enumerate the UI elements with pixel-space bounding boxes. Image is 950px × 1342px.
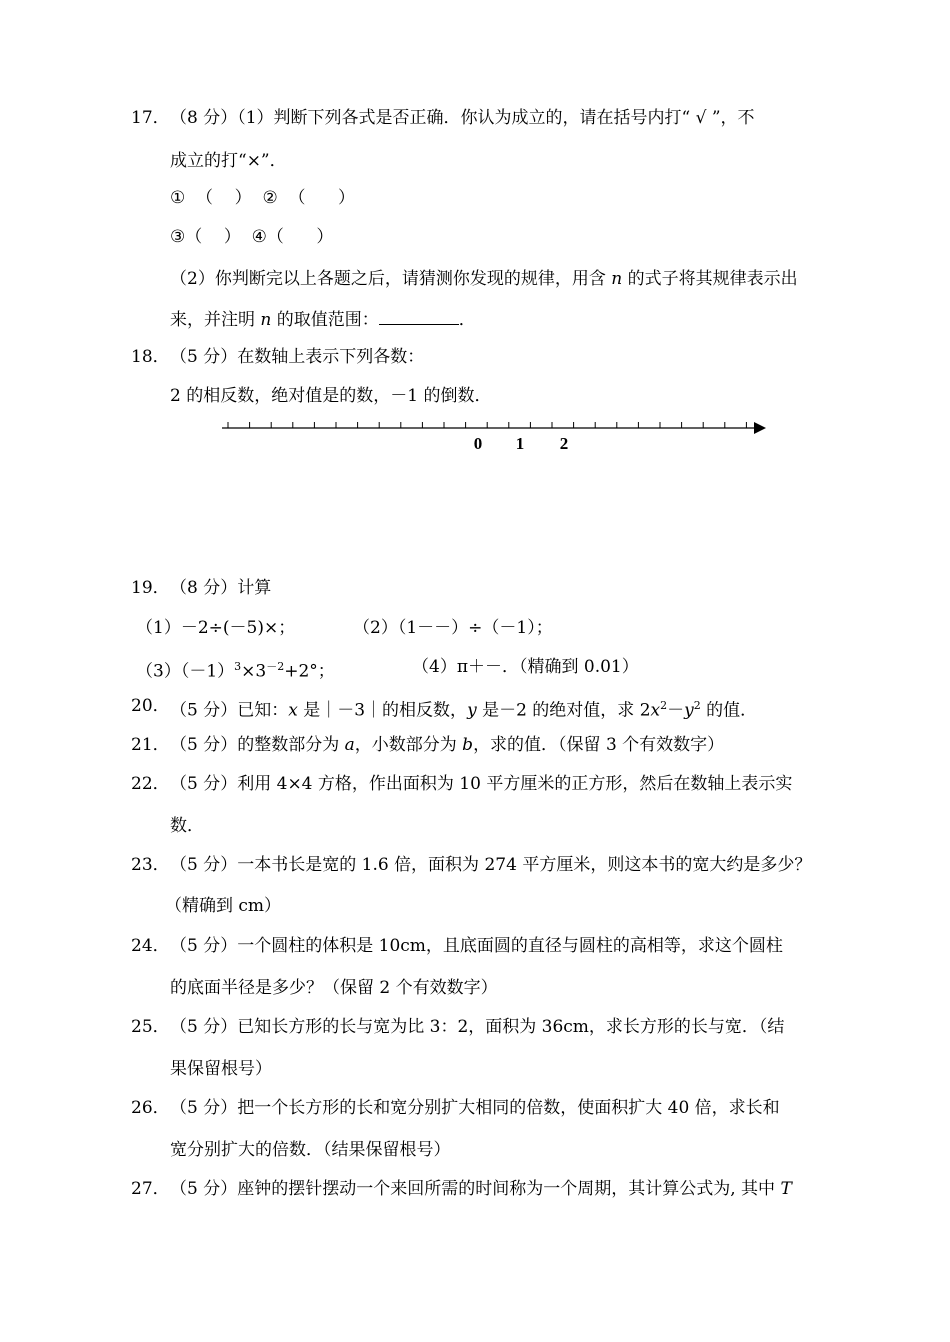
answer-brackets-row: ③（ ） ④（ ） — [170, 227, 334, 247]
question-text: 果保留根号） — [170, 1059, 272, 1079]
question-text — [170, 734, 724, 756]
question-number: 25． — [131, 1017, 170, 1037]
question-text: （5 分）在数轴上表示下列各数： — [170, 347, 425, 367]
superscript: 2 — [660, 699, 668, 712]
question-text: （精确到 cm） — [165, 896, 282, 916]
question-text: 的底面半径是多少？（保留 2 个有效数字） — [170, 978, 498, 998]
text-fragment: ，小数部分为 — [354, 735, 463, 755]
sub-question-3 — [136, 656, 335, 683]
question-number: 21． — [131, 735, 170, 755]
question-number: 17． — [131, 108, 170, 128]
question-text — [170, 695, 757, 722]
text-fragment: ×3 — [241, 661, 267, 682]
question-number: 27． — [131, 1179, 170, 1199]
answer-brackets-row: ① （ ） ② （ ） — [170, 188, 355, 208]
variable-y: y — [467, 700, 477, 721]
text-fragment: ． — [458, 310, 476, 330]
text-fragment: +2°； — [284, 661, 335, 682]
question-text: 宽分别扩大的倍数．（结果保留根号） — [170, 1140, 451, 1160]
sub-question-2: （2）（1－－）÷（－1）； — [353, 618, 553, 638]
question-number: 18． — [131, 347, 170, 367]
variable-x: x — [650, 700, 661, 721]
variable-b: b — [462, 735, 474, 755]
text-fragment: 的值． — [700, 700, 758, 721]
text-fragment: （5 分）已知： — [170, 700, 289, 721]
variable-T: T — [780, 1179, 792, 1199]
question-text: 2 的相反数，绝对值是的数，－1 的倒数． — [170, 386, 492, 406]
question-text: （5 分）一本书长是宽的 1.6 倍，面积为 274 平方厘米，则这本书的宽大约是多少？ — [170, 855, 812, 875]
question-number: 19． — [131, 578, 170, 598]
tick-label-0: 0 — [473, 434, 483, 453]
variable-x: x — [288, 700, 298, 721]
superscript: 2 — [693, 699, 701, 712]
text-fragment: 来，并注明 — [170, 310, 261, 330]
tick-label-1: 1 — [515, 434, 525, 453]
variable-a: a — [344, 735, 355, 755]
question-text: 成立的打“×”． — [170, 151, 287, 171]
question-number: 22． — [131, 774, 170, 794]
question-text: （8 分）计算 — [170, 578, 272, 598]
text-fragment: （5 分）的整数部分为 — [170, 735, 345, 755]
text-fragment: 是－2 的绝对值，求 2 — [476, 700, 651, 721]
sub-question-1: （1）－2÷(－5)×； — [136, 618, 296, 638]
sub-question-4: （4）π＋－．（精确到 0.01） — [412, 657, 639, 677]
text-fragment: 的取值范围： — [271, 310, 379, 330]
text-fragment: （2）你判断完以上各题之后，请猜测你发现的规律，用含 — [170, 269, 612, 289]
question-text — [170, 1178, 792, 1200]
question-text: （5 分）已知长方形的长与宽为比 3：2，面积为 36cm，求长方形的长与宽．（结 — [170, 1017, 785, 1037]
question-text: （8 分）（1）判断下列各式是否正确．你认为成立的，请在括号内打“ √ ”，不 — [170, 108, 755, 128]
number-line — [0, 0, 950, 470]
superscript: 3 — [234, 660, 242, 673]
question-number: 26． — [131, 1098, 170, 1118]
text-fragment: － — [667, 700, 685, 721]
question-number: 24． — [131, 936, 170, 956]
variable-y: y — [684, 700, 694, 721]
text-fragment: 的式子将其规律表示出 — [622, 269, 798, 289]
text-fragment: ，求的值．（保留 3 个有效数字） — [473, 735, 725, 755]
tick-marks — [228, 422, 746, 428]
tick-label-2: 2 — [559, 434, 569, 453]
text-fragment: （3）（－1） — [136, 661, 235, 682]
question-number: 20． — [131, 696, 170, 716]
question-number: 23． — [131, 855, 170, 875]
question-text: （5 分）一个圆柱的体积是 10cm，且底面圆的直径与圆柱的高相等，求这个圆柱 — [170, 936, 783, 956]
text-fragment: 是｜－3｜的相反数， — [297, 700, 468, 721]
variable-n: n — [611, 269, 623, 289]
arrow-head-icon — [754, 422, 766, 434]
question-text: （5 分）把一个长方形的长和宽分别扩大相同的倍数，使面积扩大 40 倍，求长和 — [170, 1098, 780, 1118]
superscript: －2 — [266, 660, 285, 673]
text-fragment: （5 分）座钟的摆针摆动一个来回所需的时间称为一个周期，其计算公式为, 其中 — [170, 1179, 781, 1199]
question-text: 数． — [170, 816, 204, 836]
variable-n: n — [260, 310, 272, 330]
question-text: （5 分）利用 4×4 方格，作出面积为 10 平方厘米的正方形，然后在数轴上表示实 — [170, 774, 793, 794]
